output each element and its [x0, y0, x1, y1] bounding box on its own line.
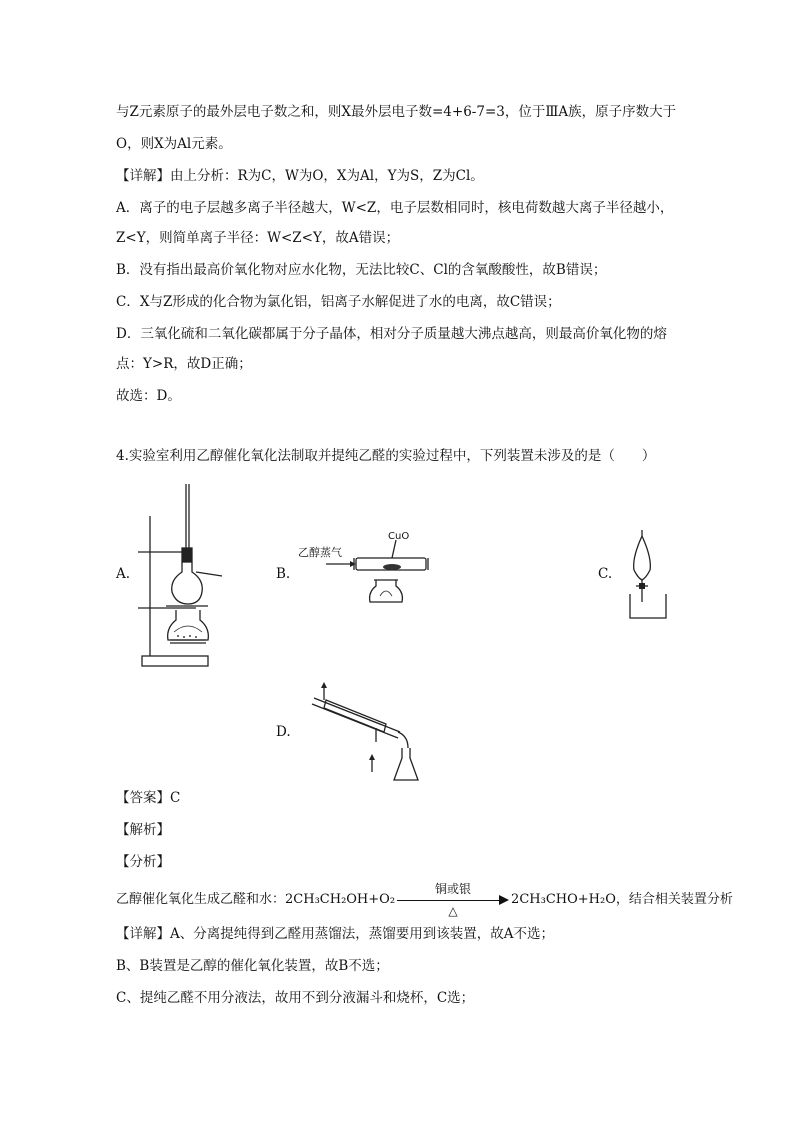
question-4: 4.实验室利用乙醇催化氧化法制取并提纯乙醛的实验过程中，下列装置未涉及的是（ ）: [116, 448, 656, 464]
equation-catalyst: 铜或银: [435, 881, 472, 896]
option-a-label: A.: [116, 566, 131, 582]
text-line-7: C．X与Z形成的化合物为氯化铝，铝离子水解促进了水的电离，故C错误；: [116, 294, 561, 310]
text-line-2: O，则X为Al元素。: [116, 136, 232, 152]
analysis-heading: 【解析】: [116, 822, 170, 838]
figure-a-distillation-apparatus: [136, 480, 226, 670]
figure-b-gas-label: 乙醇蒸气: [298, 546, 342, 559]
option-c-label: C.: [598, 566, 613, 582]
text-line-4: A．离子的电子层越多离子半径越大，W<Z，电子层数相同时，核电荷数越大离子半径越小，: [116, 200, 674, 216]
detail-line-1: 【详解】A、分离提纯得到乙醛用蒸馏法，蒸馏要用到该装置，故A不选；: [116, 926, 554, 942]
reaction-arrow: [397, 881, 509, 918]
option-b-label: B.: [276, 566, 291, 582]
equation-lhs: 2CH₃CH₂OH+O₂: [285, 892, 396, 907]
reaction-equation: [116, 881, 733, 918]
text-line-9: 点：Y>R，故D正确；: [116, 356, 252, 372]
detail-line-2: B、B装置是乙醇的催化氧化装置，故B不选；: [116, 958, 389, 974]
figure-b-catalytic-oxidation-tube: [296, 530, 436, 620]
figure-d-condenser: [306, 680, 426, 790]
text-line-3: 【详解】由上分析：R为C，W为O，X为Al，Y为S，Z为Cl。: [116, 168, 484, 184]
text-line-6: B．没有指出最高价氧化物对应水化物，无法比较C、Cl的含氧酸酸性，故B错误；: [116, 262, 607, 278]
option-d-label: D.: [276, 724, 291, 740]
answer-line: 【答案】C: [116, 790, 181, 806]
text-line-8: D．三氧化硫和二氧化碳都属于分子晶体，相对分子质量越大沸点越高，则最高价氧化物的熔: [116, 326, 667, 342]
equation-rhs: 2CH₃CHO+H₂O: [511, 892, 616, 907]
figure-c-separatory-funnel: [626, 528, 672, 622]
equation-condition: △: [448, 903, 458, 918]
text-line-1: 与Z元素原子的最外层电子数之和，则X最外层电子数=4+6-7=3，位于ⅢA族，原子序数大于: [116, 104, 677, 120]
detail-line-3: C、提纯乙醛不用分液法，故用不到分液漏斗和烧杯，C选；: [116, 990, 475, 1006]
text-line-10: 故选：D。: [116, 388, 181, 404]
equation-suffix: ，结合相关装置分析: [615, 892, 733, 907]
figure-b-reagent-label: CuO: [388, 531, 410, 542]
fenxi-heading: 【分析】: [116, 854, 170, 870]
text-line-5: Z<Y，则简单离子半径：W<Z<Y，故A错误；: [116, 230, 400, 246]
equation-prefix: 乙醇催化氧化生成乙醛和水：: [116, 892, 286, 907]
